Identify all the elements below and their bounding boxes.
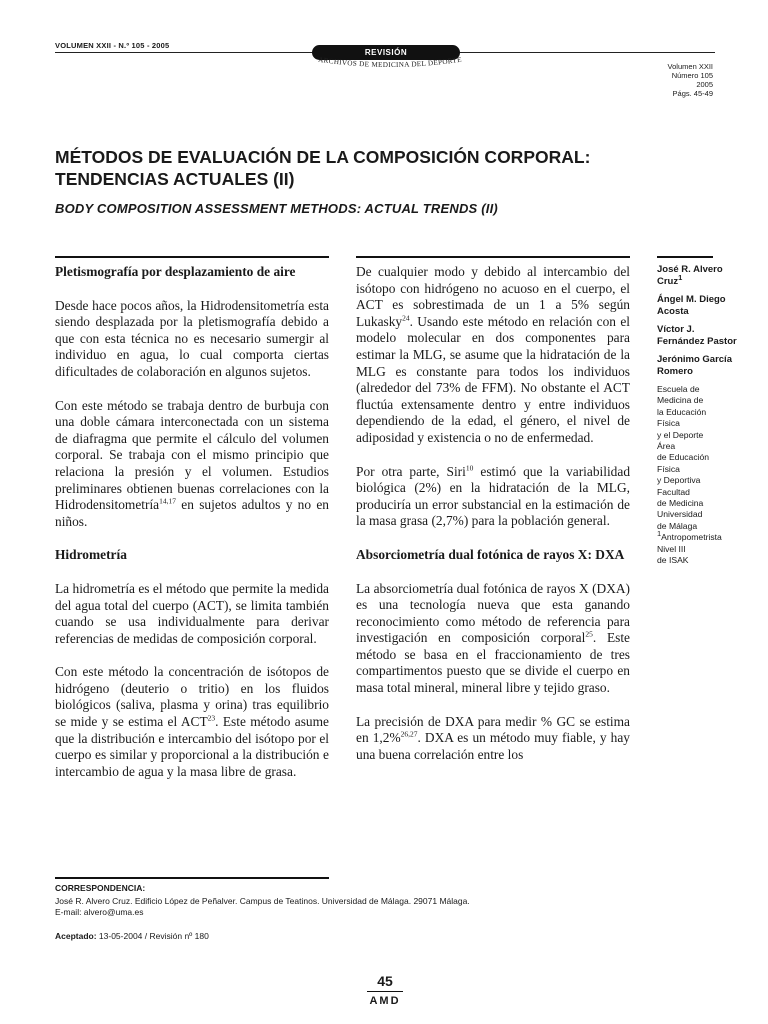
column-2-rule	[356, 256, 630, 258]
authors-sidebar	[657, 264, 737, 567]
citation-ref: 14,17	[159, 496, 176, 506]
citation-ref: 10	[465, 463, 474, 473]
citation-ref: 26,27	[400, 729, 418, 739]
correspondence-title: CORRESPONDENCIA:	[55, 883, 146, 893]
authors-rule	[657, 256, 713, 258]
correspondence-text	[55, 896, 470, 918]
citation-ref: 23	[207, 713, 216, 723]
column-1-rule	[55, 256, 329, 258]
correspondence-email: E-mail: alvero@uma.es	[55, 907, 144, 917]
correspondence-rule	[55, 877, 329, 879]
citation-ref: 25	[585, 629, 593, 639]
correspondence-address: José R. Alvero Cruz. Edificio López de Peñalver. Campus de Teatinos. Universidad de Málaga. 29071 Málaga.	[55, 896, 470, 906]
paragraph: La absorciometría dual fotónica de rayos X (DXA) es una tecnología nueva que esta ganando reconocimiento como método de referencia para investigación en composición corporal$^{25}$. Este método se basa en el fraccionamiento de tres compartimentos puesto que se divide el cuerpo en masa total mineral, mineral libre y tejido graso.	[356, 580, 630, 696]
title-line-2: TENDENCIAS ACTUALES (II)	[55, 169, 295, 189]
accepted-date	[55, 931, 209, 941]
issue-number: Número 105	[671, 71, 713, 80]
body-column-2	[356, 264, 630, 763]
author-note-mark: 1	[678, 272, 683, 282]
author-name: Ángel M. Diego Acosta	[657, 294, 726, 317]
article-subtitle: BODY COMPOSITION ASSESSMENT METHODS: ACTUAL TRENDS (II)	[55, 201, 498, 216]
paragraph: La hidrometría es el método que permite la medida del agua total del cuerpo (ACT), se limita también cuando se usa individualmente para derivar referencias de medidas de composición corporal.	[55, 580, 329, 646]
section-heading-pletismografia: Pletismografía por desplazamiento de aire	[55, 264, 296, 279]
accepted-value: 13-05-2004 / Revisión nº 180	[96, 931, 209, 941]
issue-volume: Volumen XXII	[667, 62, 713, 71]
paragraph: Desde hace pocos años, la Hidrodensitometría esta siendo desplazada por la pletismografía debido a que con esta técnica no es necesario sumergir al individuo en agua, lo cual comporta ciertas dificultades de colaboración en algunos sujetos.	[55, 297, 329, 379]
page-number: 45	[377, 973, 393, 989]
svg-text:ARCHIVOS DE MEDICINA DEL DEPOR: ARCHIVOS DE MEDICINA DEL DEPORTE	[317, 55, 463, 70]
article-title	[55, 146, 675, 190]
author-name: Jerónimo García Romero	[657, 354, 732, 377]
journal-name-arc	[300, 54, 480, 78]
affiliation: Escuela de Medicina de la Educación Física y el Deporte Área de Educación Física y Deportiva Facultad de Medicina Universidad de Málaga $^1$Antropometrista Nivel III de ISAK	[657, 384, 722, 566]
volume-line: VOLUMEN XXII - N.º 105 - 2005	[55, 41, 170, 50]
section-heading-dxa: Absorciometría dual fotónica de rayos X: DXA	[356, 546, 625, 562]
citation-ref: 24	[402, 313, 410, 323]
accepted-label: Aceptado:	[55, 931, 97, 941]
author-name: José R. Alvero Cruz$^1$	[657, 264, 723, 287]
journal-abbreviation: AMD	[369, 995, 401, 1007]
author-name: Víctor J. Fernández Pastor	[657, 324, 737, 347]
issue-pages: Págs. 45-49	[672, 89, 713, 98]
paragraph: Por otra parte, Siri$^{10}$ estimó que la variabilidad biológica (2%) en la hidratación de la MLG, produciría un error substancial en la estimación de la masa grasa (2,7%) para la población general.	[356, 463, 631, 529]
issue-year: 2005	[696, 80, 713, 89]
title-line-1: MÉTODOS DE EVALUACIÓN DE LA COMPOSICIÓN CORPORAL:	[55, 147, 591, 167]
paragraph: Con este método se trabaja dentro de burbuja con una doble cámara interconectada con un sistema de diafragma que permite el cálculo del volumen corporal. Se trabaja con el mismo principio que relaciona la presión y el volumen. Estudios preliminares obtienen buenas correlaciones con la Hidrodensitometría$^{14,17}$ en sujetos adultos y no en niños.	[55, 397, 329, 529]
body-column-1	[55, 264, 329, 797]
section-badge: REVISIÓN	[312, 45, 460, 60]
issue-info	[668, 62, 713, 98]
paragraph: La precisión de DXA para medir % GC se estima en 1,2%$^{26,27}$. DXA es un método muy fiable, y hay una buena correlación entre los	[356, 713, 630, 762]
affiliation-note-mark: 1	[657, 529, 662, 539]
page-number-rule	[367, 991, 403, 992]
paragraph: De cualquier modo y debido al intercambio del isótopo con hidrógeno no acuoso en el cuerpo, el ACT es sobrestimada de un 1 a 5% según Lukasky$^{24}$. Usando este método en relación con el modelo molecular en dos componentes para estimar la MLG, se asume que la hidratación de la MLG es constante para todos los individuos (alrededor del 73% de FFM). No obstante el ACT fluctúa extensamente dentro y entre individuos dependiendo de la edad, el género, el nivel de adiposidad y existencia o no de enfermedad.	[356, 264, 630, 445]
paragraph: Con este método la concentración de isótopos de hidrógeno (deuterio o tritio) en los fluidos biológicos (saliva, plasma y orina) tras equilibrio se mide y se estima el ACT$^{23}$. Este método asume que la distribución e intercambio del isótopo por el cuerpo es similar y proporcional a la distribución e intercambio de agua y la masa libre de grasa.	[55, 664, 329, 779]
section-heading-hidrometria: Hidrometría	[55, 547, 127, 563]
